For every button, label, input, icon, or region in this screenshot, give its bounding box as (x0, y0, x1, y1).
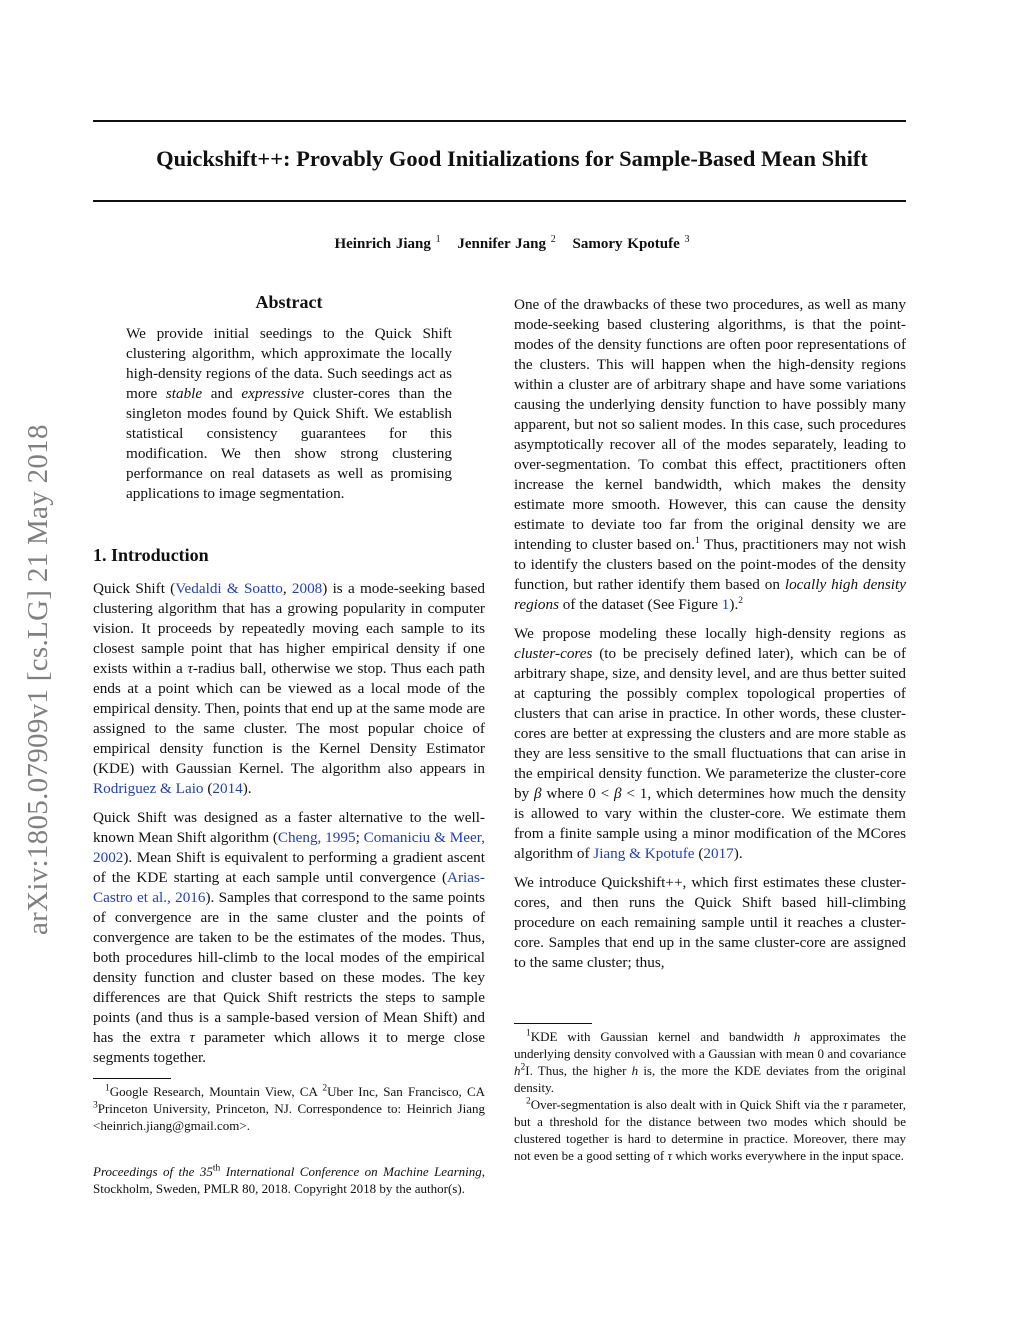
paragraph (514, 624, 906, 864)
text-run: We propose modeling these locally high-density regions as (514, 625, 906, 642)
citation-link[interactable]: 2017 (703, 845, 734, 862)
text-run: We provide initial seedings to the Quick Shift clustering algorithm, which approximate the locally high-density regions of the data. Such seedings act as more (126, 325, 452, 402)
text-run: We introduce Quickshift++, which first estimates these cluster-cores, and then runs the Quick Shift based hill-climbing procedure on each remaining sample until it reaches a cluster-core. Samples that end up in the same cluster-core are assigned to the same cluster; thus, (514, 874, 906, 971)
superscript: 1 (105, 1083, 110, 1094)
paragraph (126, 324, 452, 504)
superscript: th (212, 1163, 221, 1174)
citation-link[interactable]: Rodriguez & Laio (93, 780, 204, 797)
text-run: approximates the underlying density convolved with a Gaussian with mean 0 and covariance (514, 1029, 906, 1061)
text-run: cluster-cores than the singleton modes found by Quick Shift. We establish statistical consistency guarantees for this modification. We then show strong clustering performance on real datasets as well as promising applications to image segmentation. (126, 385, 452, 502)
text-run: τ (189, 1029, 195, 1046)
text-run: parameter which allows it to merge close segments together. (93, 1029, 486, 1066)
text-run: , Stockholm, Sweden, PMLR 80, 2018. Copyright 2018 by the author(s). (93, 1164, 485, 1196)
paragraph (93, 808, 485, 1068)
text-run: β (533, 785, 542, 802)
text-run: h (631, 1063, 639, 1078)
text-run: τ (843, 1097, 848, 1112)
superscript: 2 (322, 1083, 328, 1094)
citation-link[interactable]: Arias-Castro et al., 2016 (93, 869, 485, 906)
proceedings-note (93, 1150, 485, 1210)
text-run: Proceedings of the 35 (93, 1164, 213, 1179)
abstract-heading: Abstract (255, 292, 323, 312)
author: Jennifer Jang $^2$ (457, 234, 556, 252)
text-run: ). (242, 780, 252, 797)
footnotes-right (514, 1028, 906, 1164)
text-run: , (282, 580, 292, 597)
citation-link[interactable]: Comaniciu & Meer, 2002 (93, 829, 485, 866)
affiliation-footnote (93, 1083, 485, 1134)
text-run: ( (203, 780, 213, 797)
footnote-rule (514, 1023, 592, 1024)
text-run: ( (694, 845, 704, 862)
text-run: and (202, 385, 242, 402)
superscript: 1 (695, 535, 700, 546)
text-run: ). (729, 596, 739, 613)
text-run: Uber Inc, San Francisco, CA (327, 1084, 486, 1099)
text-run: ). Mean Shift is equivalent to performing a gradient ascent of the KDE starting at each sample until convergence ( (93, 849, 485, 886)
text-run: where 0 < (541, 785, 615, 802)
text-run: parameter, but a threshold for the distance between two modes which should be clustered together is hard to determine in practice. Moreover, there may not even be a good setting of (514, 1097, 906, 1163)
text-run: expressive (241, 385, 305, 402)
text-run: τ (667, 1148, 673, 1163)
citation-link[interactable]: Jiang & Kpotufe (593, 845, 695, 862)
title-rule-top (93, 120, 906, 122)
title-rule-bottom (93, 200, 906, 202)
text-run: International Conference on Machine Learning (220, 1164, 482, 1179)
paragraph (514, 295, 906, 615)
text-run: Quick Shift ( (93, 580, 176, 597)
text-run: Quick Shift was designed as a faster alternative to the well-known Mean Shift algorithm ( (93, 809, 485, 846)
text-run: cluster-cores (514, 645, 593, 662)
paragraph (514, 1096, 906, 1164)
text-run: ). (733, 845, 743, 862)
author-list (0, 236, 1024, 253)
text-run: locally high density regions (514, 576, 906, 613)
paragraph (514, 1028, 906, 1096)
superscript: 2 (738, 595, 743, 606)
paragraph (514, 873, 906, 973)
text-run: One of the drawbacks of these two procedures, as well as many mode-seeking based clustering algorithms, is that the point-modes of the density functions are often poor representations of the clusters. This will happen when the high-density regions within a cluster are of arbitrary shape and have some variations causing the underlying density function to have possibly many apparent, but not so salient modes. In this case, such procedures asymptotically recover all of the modes separately, leading to over-segmentation. To combat this effect, practitioners often increase the kernel bandwidth, which makes the density estimate more smooth. However, this can cause the density estimate to deviate too far from the original density we are intending to cluster based on. (514, 296, 906, 553)
text-run: of the dataset (See Figure (559, 596, 722, 613)
superscript: 2 (526, 1096, 531, 1107)
citation-link[interactable]: 1 (721, 596, 730, 613)
text-run: which works everywhere in the input space. (672, 1148, 904, 1163)
arxiv-stamp: arXiv:1805.07909v1 [cs.LG] 21 May 2018 (22, 424, 54, 935)
text-run: stable (165, 385, 203, 402)
footnote-rule (93, 1078, 171, 1079)
text-run: h (793, 1029, 801, 1044)
text-run: KDE with Gaussian kernel and bandwidth (530, 1029, 794, 1044)
citation-link[interactable]: 2008 (291, 580, 323, 597)
author: Samory Kpotufe $^3$ (572, 234, 690, 252)
text-run: (to be precisely defined later), which can be of arbitrary shape, size, and density level, and are thus better suited at capturing the possibly complex topological properties of clusters that can arise in practice. In other words, these cluster-cores are better at expressing the clusters and are more stable as they are less sensitive to the small fluctuations that can arise in the empirical density function. We parameterize the cluster-core by (514, 645, 906, 802)
paragraph (93, 1083, 485, 1134)
citation-link[interactable]: 2014 (212, 780, 243, 797)
text-run: ) is a mode-seeking based clustering algorithm that has a growing popularity in computer vision. It proceeds by repeatedly moving each sample to its closest sample point that has higher empirical density if one exists within a (93, 580, 486, 677)
text-run: Over-segmentation is also dealt with in Quick Shift via the (530, 1097, 844, 1112)
text-run: < 1, which determines how much the density is allowed to vary within the cluster-core. We estimate them from a finite sample using a minor modification of the MCores algorithm of (514, 785, 906, 862)
section-heading-introduction: 1. Introduction (93, 545, 209, 565)
text-run: β (614, 785, 622, 802)
citation-link[interactable]: Cheng, 1995 (277, 829, 356, 846)
text-run: Google Research, Mountain View, CA (109, 1084, 323, 1099)
paragraph (93, 1163, 485, 1197)
citation-link[interactable]: Vedaldi & Soatto (175, 580, 283, 597)
right-column-body (514, 295, 906, 982)
text-run: ). Samples that correspond to the same points of convergence are in the same cluster and the points of convergence are taken to be the estimates of the modes. Thus, both procedures hill-climb to the local modes of the empirical density function and cluster based on these modes. The key differences are that Quick Shift restricts the steps to sample points (and thus is a sample-based version of Mean Shift) and has the extra (93, 889, 485, 1046)
text-run: τ (187, 660, 193, 677)
text-run: ; (355, 829, 364, 846)
abstract-body (126, 324, 452, 513)
text-run: I. Thus, the higher (525, 1063, 632, 1078)
text-run: is, the more the KDE deviates from the original density. (514, 1063, 907, 1095)
paragraph (93, 579, 485, 799)
paper-title: Quickshift++: Provably Good Initializations for Sample-Based Mean Shift (156, 146, 868, 171)
text-run: Thus, practitioners may not wish to identify the clusters based on the point-modes of the density function, but rather identify them based on (514, 536, 906, 593)
superscript: 1 (526, 1028, 531, 1039)
superscript: 3 (93, 1100, 98, 1111)
author: Heinrich Jiang $^1$ (334, 234, 441, 252)
text-run: Princeton University, Princeton, NJ. Correspondence to: Heinrich Jiang <heinrich.jiang@gmail.com>. (93, 1101, 485, 1133)
text-run: -radius ball, otherwise we stop. Thus each path ends at a point which can be viewed as a local mode of the empirical density. Then, points that end up at the same mode are assigned to the same cluster. The most popular choice of empirical density function is the Kernel Density Estimator (KDE) with Gaussian Kernel. The algorithm also appears in (93, 660, 485, 777)
superscript: 2 (520, 1062, 526, 1073)
left-column-body (93, 579, 485, 1077)
text-run: h (514, 1063, 521, 1078)
